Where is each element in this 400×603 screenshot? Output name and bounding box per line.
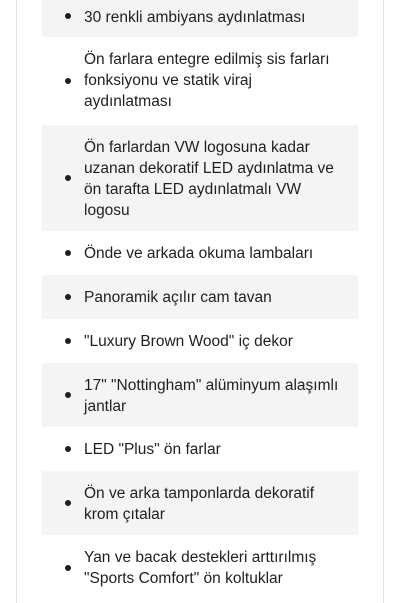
feature-label: "Luxury Brown Wood" iç dekor bbox=[84, 333, 293, 350]
list-item bbox=[42, 535, 358, 601]
feature-list bbox=[42, 0, 358, 601]
feature-label: 17" "Nottingham" alüminyum alaşımlı jantlar bbox=[84, 377, 339, 415]
feature-label: Önde ve arkada okuma lambaları bbox=[84, 245, 314, 262]
bullet-icon bbox=[65, 392, 71, 398]
feature-label: Ön farlara entegre edilmiş sis farları fonksiyonu ve statik viraj aydınlatması bbox=[84, 51, 330, 110]
bullet-icon bbox=[65, 294, 71, 300]
bullet-icon bbox=[65, 175, 71, 181]
list-item bbox=[42, 471, 358, 535]
bullet-icon bbox=[65, 338, 71, 344]
bullet-icon bbox=[65, 565, 71, 571]
list-item bbox=[42, 125, 358, 231]
feature-label: LED "Plus" ön farlar bbox=[84, 441, 221, 458]
list-item bbox=[42, 231, 358, 275]
list-item bbox=[42, 427, 358, 471]
feature-label: Ön ve arka tamponlarda dekoratif krom çıtalar bbox=[84, 485, 315, 523]
feature-label: Ön farlardan VW logosuna kadar uzanan dekoratif LED aydınlatma ve ön tarafta LED aydınlatmalı VW logosu bbox=[84, 139, 334, 219]
bullet-icon bbox=[65, 250, 71, 256]
list-item bbox=[42, 275, 358, 319]
list-item bbox=[42, 319, 358, 363]
feature-label: Yan ve bacak destekleri arttırılmış "Sports Comfort" ön koltuklar bbox=[84, 549, 317, 587]
bullet-icon bbox=[65, 78, 71, 84]
list-item bbox=[42, 37, 358, 125]
list-item bbox=[42, 363, 358, 427]
bullet-icon bbox=[65, 500, 71, 506]
right-divider bbox=[383, 0, 384, 603]
feature-label: 30 renkli ambiyans aydınlatması bbox=[84, 9, 306, 26]
list-item bbox=[42, 0, 358, 37]
bullet-icon bbox=[65, 13, 71, 19]
feature-label: Panoramik açılır cam tavan bbox=[84, 289, 272, 306]
bullet-icon bbox=[65, 446, 71, 452]
left-divider bbox=[16, 0, 17, 603]
